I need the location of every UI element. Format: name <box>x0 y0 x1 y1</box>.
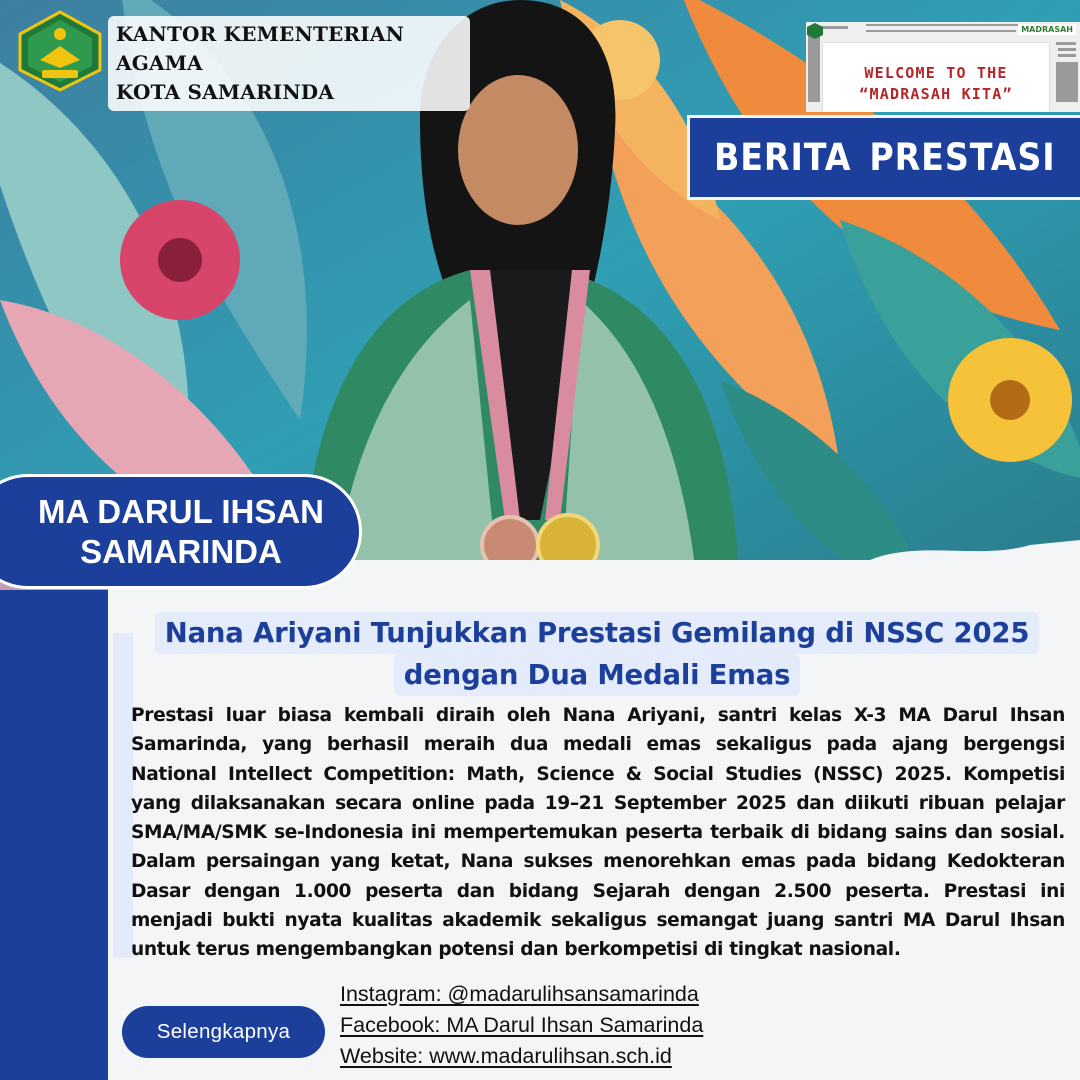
article-title-line-2: dengan Dua Medali Emas <box>394 654 801 696</box>
kemenag-small-icon <box>806 22 836 40</box>
school-name-pill <box>0 474 362 589</box>
org-name-line-2: KOTA SAMARINDA <box>116 80 335 104</box>
kemenag-emblem-icon <box>16 10 104 92</box>
org-name-line-1: KANTOR KEMENTERIAN AGAMA <box>116 22 405 75</box>
facebook-link[interactable]: Facebook: MA Darul Ihsan Samarinda <box>340 1013 704 1037</box>
left-blue-strip <box>0 590 108 1080</box>
school-name-line-1: MA DARUL IHSAN <box>38 492 324 530</box>
welcome-line-2: “MADRASAH KITA” <box>859 85 1013 103</box>
madrasah-badge: MADRASAH <box>1018 24 1076 35</box>
school-name-line-2: SAMARINDA <box>80 532 282 570</box>
org-header <box>8 6 470 104</box>
org-name <box>108 16 470 111</box>
article-title <box>132 612 1062 696</box>
website-link[interactable]: Website: www.madarulihsan.sch.id <box>340 1044 672 1068</box>
category-banner <box>687 115 1080 200</box>
welcome-line-1: WELCOME TO THE <box>864 64 1008 82</box>
welcome-text-box <box>822 42 1050 112</box>
social-links <box>340 979 703 1072</box>
welcome-card <box>806 22 1080 112</box>
article-body: Prestasi luar biasa kembali diraih oleh Nana Ariyani, santri kelas X-3 MA Darul Ihsan Samarinda, yang berhasil meraih dua medali emas sekaligus pada ajang bergengsi National Intellect Competition: Math, Science & Social Studies (NSSC) 2025. Kompetisi yang dilaksanakan secara online pada 19–21 September 2025 dan diikuti ribuan pelajar SMA/MA/SMK se-Indonesia ini mempertemukan peserta terbaik di bidang sains dan sosial. Dalam persaingan yang ketat, Nana sukses menorehkan emas pada bidang Kedokteran Dasar dengan 1.000 peserta dan bidang Sejarah dengan 2.500 peserta. Prestasi ini menjadi bukti nyata kualitas akademik sekaligus semangat juang santri MA Darul Ihsan untuk terus mengembangkan potensi dan berkompetisi di tingkat nasional. <box>131 705 1065 961</box>
read-more-button[interactable]: Selengkapnya <box>122 1006 325 1058</box>
article-title-line-1: Nana Ariyani Tunjukkan Prestasi Gemilang di NSSC 2025 <box>155 612 1040 654</box>
text-accent-bar <box>113 633 133 958</box>
category-label: BERITA PRESTASI <box>714 136 1056 179</box>
instagram-link[interactable]: Instagram: @madarulihsansamarinda <box>340 982 699 1006</box>
school-name <box>38 492 324 572</box>
